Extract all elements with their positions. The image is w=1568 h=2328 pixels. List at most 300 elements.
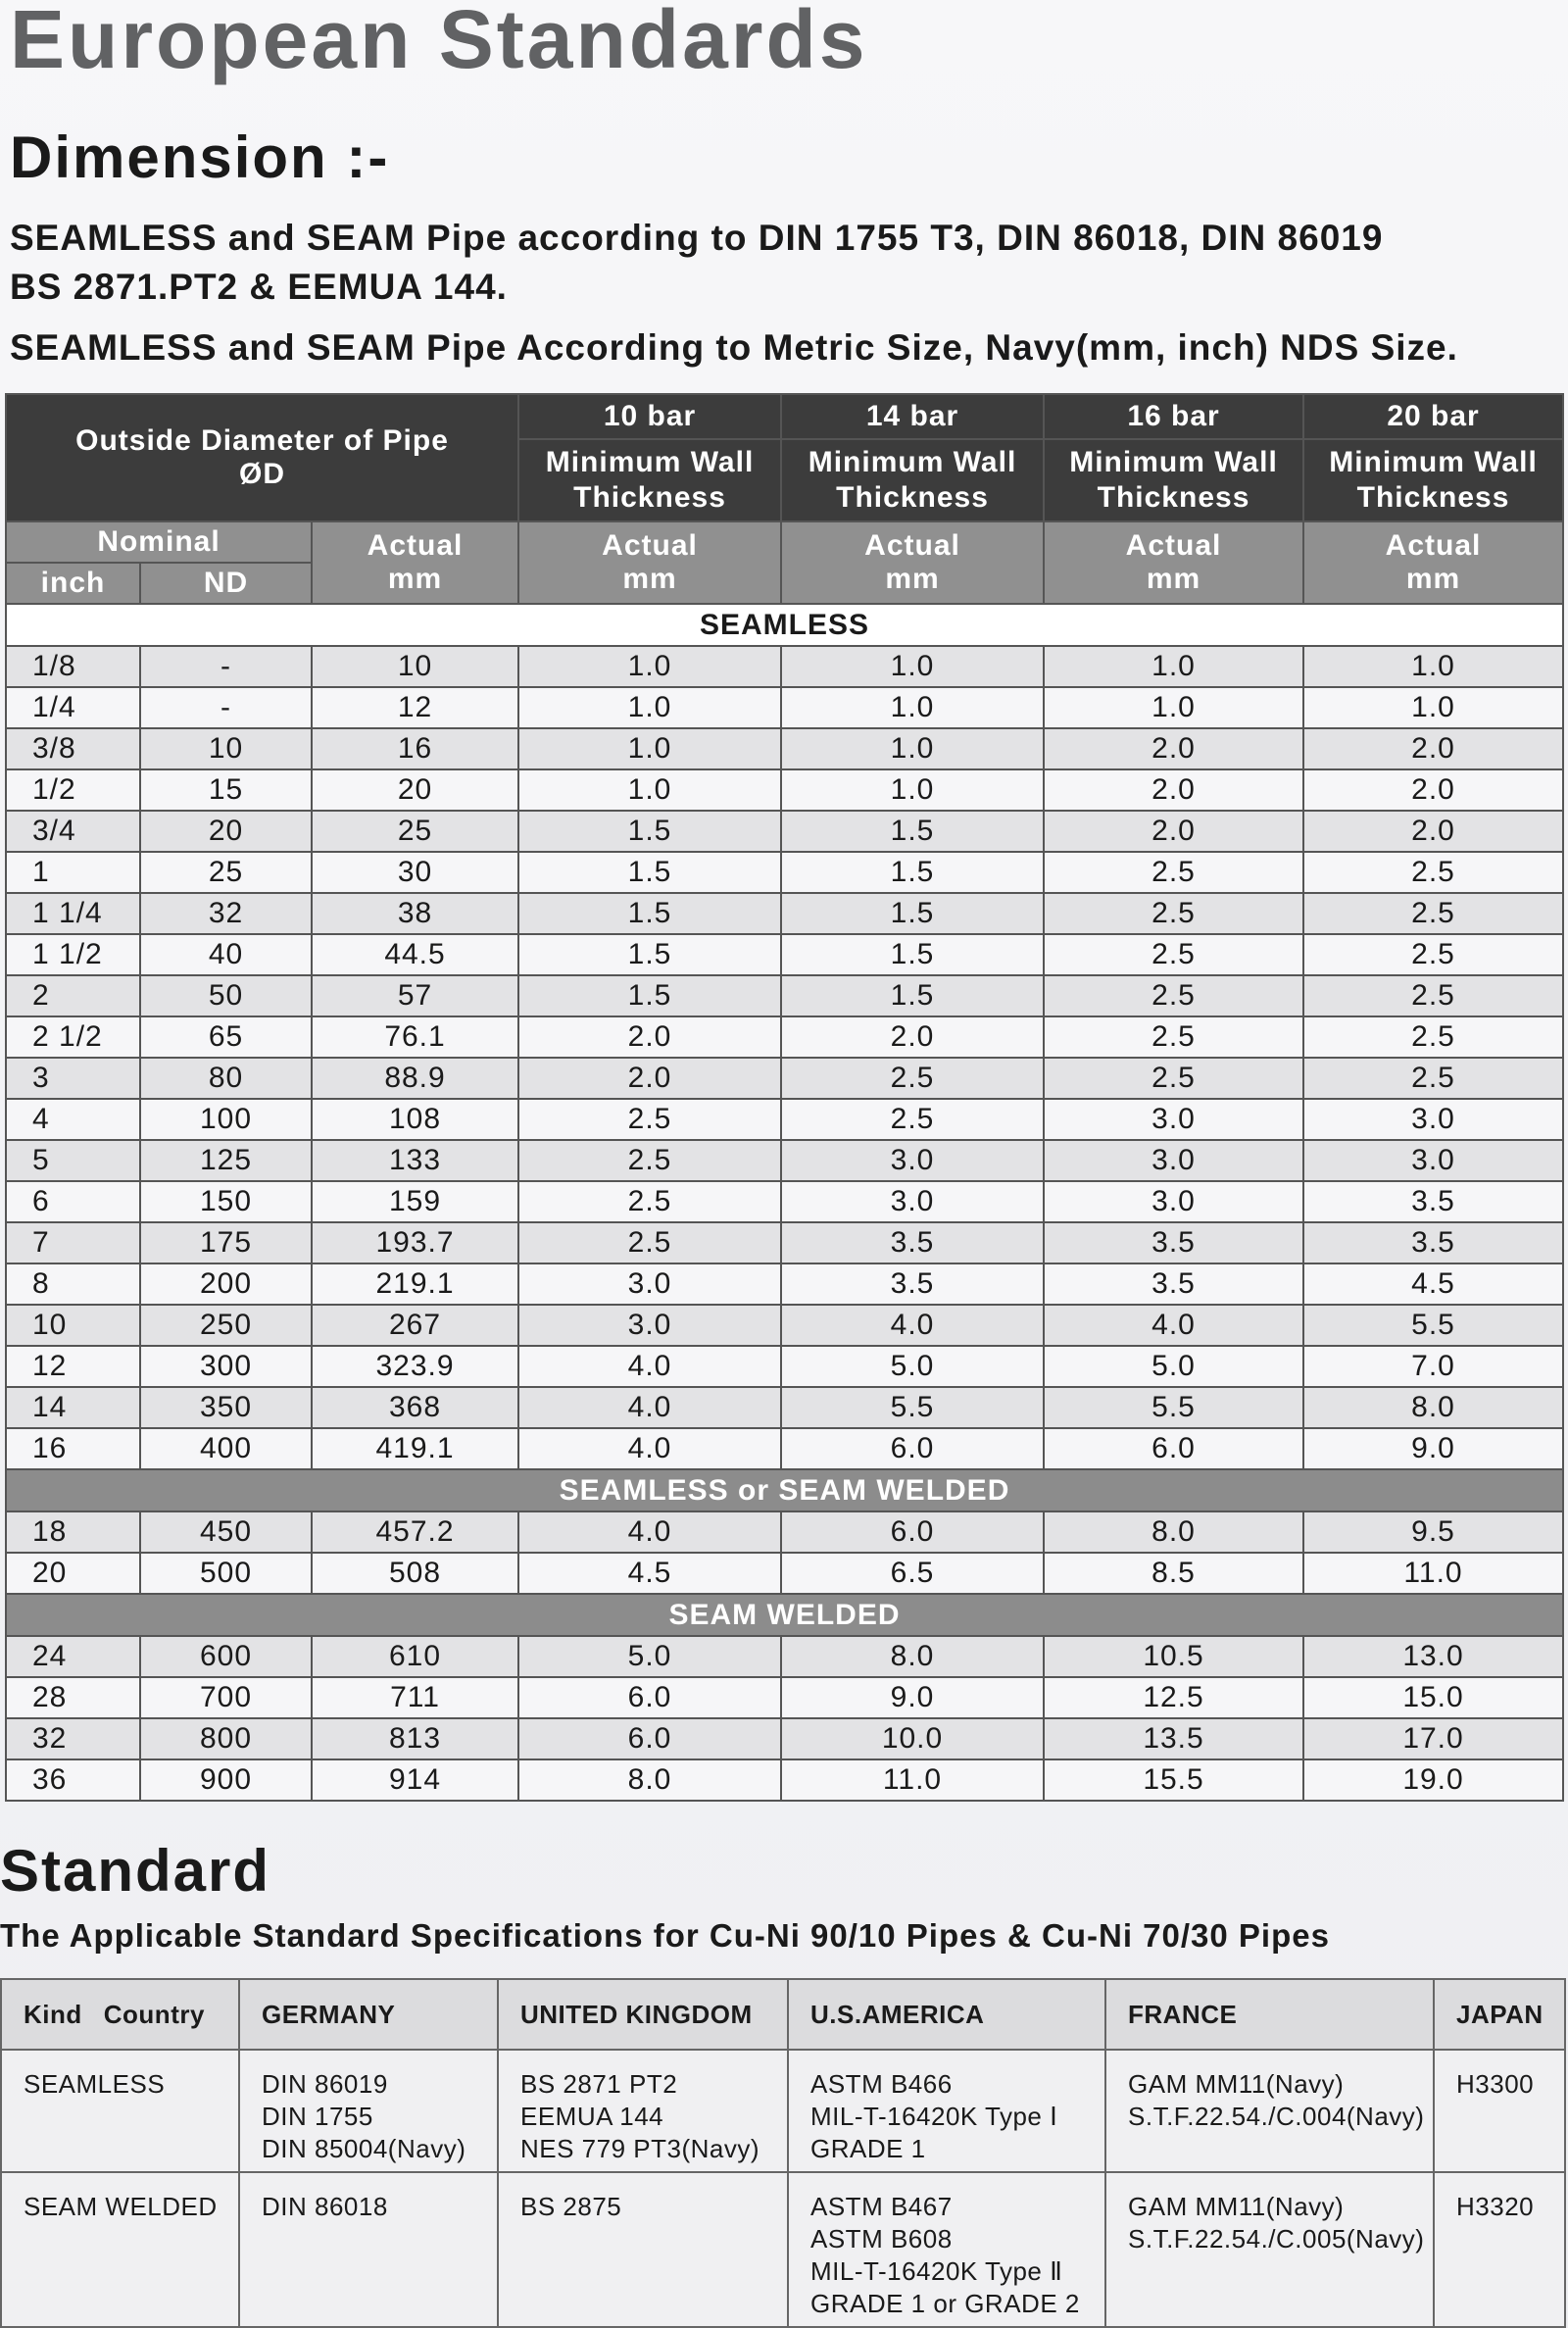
table-cell: 4.5 bbox=[518, 1553, 781, 1594]
table-cell: 15.5 bbox=[1044, 1759, 1303, 1801]
table-cell: 3.5 bbox=[1044, 1222, 1303, 1263]
table-cell: 8.0 bbox=[781, 1636, 1044, 1677]
kind-label: Kind bbox=[24, 1999, 82, 2029]
standard-cell bbox=[1434, 2172, 1565, 2327]
table-cell: 1.0 bbox=[1044, 687, 1303, 728]
standard-spec: GAM MM11(Navy) bbox=[1128, 2069, 1345, 2099]
table-cell: 5.0 bbox=[781, 1346, 1044, 1387]
table-cell: 3.5 bbox=[1303, 1222, 1563, 1263]
pressure-header-10bar: 10 bar bbox=[518, 394, 781, 439]
table-cell: - bbox=[140, 646, 312, 687]
table-cell: 2 bbox=[6, 975, 140, 1016]
table-cell: 7.0 bbox=[1303, 1346, 1563, 1387]
table-cell: 40 bbox=[140, 934, 312, 975]
table-row bbox=[6, 1140, 1563, 1181]
table-cell: 2.0 bbox=[1044, 728, 1303, 769]
country-header: GERMANY bbox=[239, 1979, 498, 2050]
table-cell: 30 bbox=[312, 852, 518, 893]
table-cell: 2.0 bbox=[1044, 811, 1303, 852]
table-row bbox=[6, 852, 1563, 893]
table-cell: 1.5 bbox=[781, 975, 1044, 1016]
table-cell: 2.5 bbox=[1044, 1058, 1303, 1099]
dimension-table bbox=[5, 393, 1564, 1802]
standard-spec: GRADE 1 or GRADE 2 bbox=[810, 2289, 1080, 2318]
section-header-row bbox=[6, 1594, 1563, 1636]
table-cell: 20 bbox=[6, 1553, 140, 1594]
table-row bbox=[6, 1511, 1563, 1553]
standard-heading: Standard bbox=[0, 1838, 271, 1904]
table-cell: 8.5 bbox=[1044, 1553, 1303, 1594]
standard-table bbox=[0, 1978, 1566, 2328]
table-cell: 1.5 bbox=[518, 893, 781, 934]
table-cell: 419.1 bbox=[312, 1428, 518, 1469]
table-cell: 13.5 bbox=[1044, 1718, 1303, 1759]
table-cell: 50 bbox=[140, 975, 312, 1016]
standard-spec: DIN 1755 bbox=[262, 2102, 373, 2131]
description-standards bbox=[10, 214, 1383, 312]
table-row bbox=[6, 1387, 1563, 1428]
table-cell: 175 bbox=[140, 1222, 312, 1263]
nominal-header: Nominal bbox=[6, 521, 312, 563]
table-cell: 133 bbox=[312, 1140, 518, 1181]
table-cell: 80 bbox=[140, 1058, 312, 1099]
standard-cell bbox=[239, 2172, 498, 2327]
table-cell: 1.5 bbox=[781, 811, 1044, 852]
pressure-header-20bar: 20 bar bbox=[1303, 394, 1563, 439]
table-cell: 100 bbox=[140, 1099, 312, 1140]
table-cell: 57 bbox=[312, 975, 518, 1016]
table-row bbox=[6, 1759, 1563, 1801]
table-cell: 914 bbox=[312, 1759, 518, 1801]
table-cell: 24 bbox=[6, 1636, 140, 1677]
actual-label: Actual bbox=[1385, 529, 1482, 562]
description-line-2: BS 2871.PT2 & EEMUA 144. bbox=[10, 267, 508, 307]
table-cell: 2.5 bbox=[1044, 1016, 1303, 1058]
table-cell: 1/2 bbox=[6, 769, 140, 811]
table-cell: 600 bbox=[140, 1636, 312, 1677]
table-cell: 2.5 bbox=[1303, 934, 1563, 975]
kind-cell: SEAM WELDED bbox=[1, 2172, 239, 2327]
wall-line1: Minimum Wall bbox=[1069, 446, 1278, 478]
description-line-1: SEAMLESS and SEAM Pipe according to DIN 1755 T3, DIN 86018, DIN 86019 bbox=[10, 218, 1384, 258]
table-cell: 1.0 bbox=[518, 687, 781, 728]
table-cell: 36 bbox=[6, 1759, 140, 1801]
standard-spec: BS 2875 bbox=[520, 2192, 622, 2221]
actual-mm-header bbox=[781, 521, 1044, 604]
table-cell: 88.9 bbox=[312, 1058, 518, 1099]
table-cell: 11.0 bbox=[1303, 1553, 1563, 1594]
table-cell: 10.0 bbox=[781, 1718, 1044, 1759]
table-cell: 44.5 bbox=[312, 934, 518, 975]
table-cell: 13.0 bbox=[1303, 1636, 1563, 1677]
table-cell: 500 bbox=[140, 1553, 312, 1594]
table-cell: 28 bbox=[6, 1677, 140, 1718]
table-cell: 2.0 bbox=[1303, 769, 1563, 811]
table-cell: 450 bbox=[140, 1511, 312, 1553]
table-cell: 1/4 bbox=[6, 687, 140, 728]
table-cell: 1.5 bbox=[781, 893, 1044, 934]
table-cell: 400 bbox=[140, 1428, 312, 1469]
od-header-line1: Outside Diameter of Pipe bbox=[75, 424, 449, 457]
kind-country-header bbox=[1, 1979, 239, 2050]
table-row bbox=[6, 1553, 1563, 1594]
standard-spec: DIN 85004(Navy) bbox=[262, 2134, 466, 2163]
wall-thickness-header bbox=[1044, 439, 1303, 521]
table-cell: 4.0 bbox=[518, 1428, 781, 1469]
table-cell: 900 bbox=[140, 1759, 312, 1801]
table-cell: 3.5 bbox=[781, 1263, 1044, 1305]
table-cell: 2.5 bbox=[781, 1058, 1044, 1099]
table-cell: 10 bbox=[140, 728, 312, 769]
standard-cell bbox=[1105, 2050, 1434, 2172]
standard-spec: DIN 86018 bbox=[262, 2192, 388, 2221]
table-cell: 20 bbox=[140, 811, 312, 852]
table-cell: 25 bbox=[140, 852, 312, 893]
table-cell: 2.0 bbox=[1303, 728, 1563, 769]
standard-spec: MIL-T-16420K Type Ⅰ bbox=[810, 2102, 1058, 2131]
table-cell: 3.0 bbox=[1303, 1099, 1563, 1140]
standard-spec: MIL-T-16420K Type Ⅱ bbox=[810, 2256, 1063, 2286]
table-cell: 2.5 bbox=[1303, 1058, 1563, 1099]
table-row bbox=[6, 769, 1563, 811]
table-cell: 38 bbox=[312, 893, 518, 934]
table-cell: 3.0 bbox=[518, 1305, 781, 1346]
standard-spec: EEMUA 144 bbox=[520, 2102, 664, 2131]
wall-thickness-header bbox=[1303, 439, 1563, 521]
table-cell: 9.5 bbox=[1303, 1511, 1563, 1553]
actual-mm-header bbox=[518, 521, 781, 604]
inch-header: inch bbox=[6, 563, 140, 604]
table-cell: 323.9 bbox=[312, 1346, 518, 1387]
table-cell: 1.0 bbox=[518, 646, 781, 687]
wall-line2: Thickness bbox=[573, 481, 726, 514]
table-cell: 1.0 bbox=[781, 769, 1044, 811]
country-label: Country bbox=[103, 1999, 205, 2029]
table-cell: 700 bbox=[140, 1677, 312, 1718]
section-label: SEAM WELDED bbox=[6, 1594, 1563, 1636]
table-cell: 1 bbox=[6, 852, 140, 893]
table-cell: 457.2 bbox=[312, 1511, 518, 1553]
standard-cell bbox=[239, 2050, 498, 2172]
table-cell: 159 bbox=[312, 1181, 518, 1222]
table-cell: 3/4 bbox=[6, 811, 140, 852]
standard-spec: ASTM B466 bbox=[810, 2069, 953, 2099]
section-header-row bbox=[6, 1469, 1563, 1511]
table-row bbox=[6, 1718, 1563, 1759]
standard-spec: ASTM B608 bbox=[810, 2224, 953, 2254]
page-title: European Standards bbox=[10, 0, 868, 85]
table-cell: 6.0 bbox=[1044, 1428, 1303, 1469]
country-header: U.S.AMERICA bbox=[788, 1979, 1105, 2050]
table-cell: 3.5 bbox=[1044, 1263, 1303, 1305]
actual-label: Actual bbox=[1125, 529, 1222, 562]
standard-spec: DIN 86019 bbox=[262, 2069, 388, 2099]
standard-table-body bbox=[1, 2050, 1565, 2327]
table-cell: 8 bbox=[6, 1263, 140, 1305]
actual-mm-header bbox=[1044, 521, 1303, 604]
table-cell: 2.5 bbox=[1044, 934, 1303, 975]
table-cell: 6.0 bbox=[518, 1718, 781, 1759]
standard-spec: H3300 bbox=[1456, 2069, 1535, 2099]
table-cell: 711 bbox=[312, 1677, 518, 1718]
table-cell: 1.0 bbox=[1044, 646, 1303, 687]
standard-cell bbox=[1105, 2172, 1434, 2327]
table-row bbox=[6, 1677, 1563, 1718]
standard-spec: ASTM B467 bbox=[810, 2192, 953, 2221]
table-cell: 2 1/2 bbox=[6, 1016, 140, 1058]
table-cell: 6.0 bbox=[781, 1511, 1044, 1553]
table-cell: 508 bbox=[312, 1553, 518, 1594]
table-cell: 4.0 bbox=[518, 1511, 781, 1553]
table-cell: 4.0 bbox=[781, 1305, 1044, 1346]
table-cell: 1 1/2 bbox=[6, 934, 140, 975]
table-cell: 3.0 bbox=[1303, 1140, 1563, 1181]
table-cell: 14 bbox=[6, 1387, 140, 1428]
table-cell: 1.0 bbox=[1303, 687, 1563, 728]
table-cell: 20 bbox=[312, 769, 518, 811]
table-cell: 2.0 bbox=[1303, 811, 1563, 852]
table-cell: 10.5 bbox=[1044, 1636, 1303, 1677]
table-cell: 2.5 bbox=[1044, 975, 1303, 1016]
table-cell: 1.0 bbox=[781, 646, 1044, 687]
actual-label: Actual bbox=[864, 529, 960, 562]
table-cell: 1.0 bbox=[781, 687, 1044, 728]
table-row bbox=[6, 893, 1563, 934]
table-row bbox=[6, 1222, 1563, 1263]
table-cell: 2.0 bbox=[518, 1016, 781, 1058]
table-cell: 1.5 bbox=[781, 852, 1044, 893]
table-cell: 10 bbox=[6, 1305, 140, 1346]
standard-spec: NES 779 PT3(Navy) bbox=[520, 2134, 760, 2163]
mm-label: mm bbox=[1146, 563, 1201, 595]
table-cell: 1.5 bbox=[518, 975, 781, 1016]
standard-subheading: The Applicable Standard Specifications for Cu-Ni 90/10 Pipes & Cu-Ni 70/30 Pipes bbox=[0, 1917, 1330, 1954]
standard-cell bbox=[1434, 2050, 1565, 2172]
table-cell: 800 bbox=[140, 1718, 312, 1759]
outside-diameter-header bbox=[6, 394, 518, 521]
table-cell: 1.5 bbox=[781, 934, 1044, 975]
standard-spec: S.T.F.22.54./C.004(Navy) bbox=[1128, 2102, 1425, 2131]
table-cell: 108 bbox=[312, 1099, 518, 1140]
table-cell: 11.0 bbox=[781, 1759, 1044, 1801]
table-cell: 4.5 bbox=[1303, 1263, 1563, 1305]
table-row bbox=[6, 646, 1563, 687]
standard-cell bbox=[788, 2050, 1105, 2172]
table-cell: 5.0 bbox=[1044, 1346, 1303, 1387]
pressure-header-16bar: 16 bar bbox=[1044, 394, 1303, 439]
table-cell: 4.0 bbox=[518, 1346, 781, 1387]
table-cell: 1.5 bbox=[518, 934, 781, 975]
wall-thickness-header bbox=[781, 439, 1044, 521]
table-cell: 350 bbox=[140, 1387, 312, 1428]
table-cell: 18 bbox=[6, 1511, 140, 1553]
table-cell: 200 bbox=[140, 1263, 312, 1305]
table-row bbox=[6, 975, 1563, 1016]
table-cell: 4.0 bbox=[518, 1387, 781, 1428]
table-cell: 267 bbox=[312, 1305, 518, 1346]
wall-line2: Thickness bbox=[1097, 481, 1250, 514]
table-cell: 10 bbox=[312, 646, 518, 687]
standard-cell bbox=[498, 2050, 788, 2172]
table-row bbox=[6, 1428, 1563, 1469]
table-cell: 300 bbox=[140, 1346, 312, 1387]
actual-mm-header bbox=[1303, 521, 1563, 604]
country-header: UNITED KINGDOM bbox=[498, 1979, 788, 2050]
mm-label: mm bbox=[622, 563, 677, 595]
table-cell: 25 bbox=[312, 811, 518, 852]
table-cell: 15.0 bbox=[1303, 1677, 1563, 1718]
standard-cell bbox=[498, 2172, 788, 2327]
table-row bbox=[6, 1636, 1563, 1677]
table-cell: 6.0 bbox=[518, 1677, 781, 1718]
table-row bbox=[6, 687, 1563, 728]
kind-cell: SEAMLESS bbox=[1, 2050, 239, 2172]
description-metric: SEAMLESS and SEAM Pipe According to Metric Size, Navy(mm, inch) NDS Size. bbox=[10, 327, 1458, 368]
standard-spec: GAM MM11(Navy) bbox=[1128, 2192, 1345, 2221]
table-row bbox=[6, 1346, 1563, 1387]
table-cell: 813 bbox=[312, 1718, 518, 1759]
table-cell: 5.5 bbox=[1044, 1387, 1303, 1428]
table-cell: 3.0 bbox=[781, 1140, 1044, 1181]
standard-spec: BS 2871 PT2 bbox=[520, 2069, 678, 2099]
mm-label: mm bbox=[387, 563, 443, 595]
wall-thickness-header bbox=[518, 439, 781, 521]
table-row bbox=[6, 1305, 1563, 1346]
table-row bbox=[6, 1058, 1563, 1099]
table-row bbox=[6, 1099, 1563, 1140]
table-cell: 2.5 bbox=[1044, 852, 1303, 893]
table-cell: 6.0 bbox=[781, 1428, 1044, 1469]
table-cell: - bbox=[140, 687, 312, 728]
actual-mm-header bbox=[312, 521, 518, 604]
actual-label: Actual bbox=[602, 529, 698, 562]
table-cell: 2.5 bbox=[518, 1222, 781, 1263]
table-cell: 2.0 bbox=[781, 1016, 1044, 1058]
table-cell: 2.0 bbox=[518, 1058, 781, 1099]
table-cell: 4.0 bbox=[1044, 1305, 1303, 1346]
table-cell: 193.7 bbox=[312, 1222, 518, 1263]
wall-line2: Thickness bbox=[836, 481, 989, 514]
table-cell: 3 bbox=[6, 1058, 140, 1099]
table-cell: 16 bbox=[312, 728, 518, 769]
table-cell: 368 bbox=[312, 1387, 518, 1428]
standard-spec: H3320 bbox=[1456, 2192, 1535, 2221]
table-cell: 5 bbox=[6, 1140, 140, 1181]
table-cell: 2.0 bbox=[1044, 769, 1303, 811]
table-cell: 1.5 bbox=[518, 852, 781, 893]
table-cell: 8.0 bbox=[518, 1759, 781, 1801]
table-cell: 5.5 bbox=[1303, 1305, 1563, 1346]
table-cell: 1.0 bbox=[781, 728, 1044, 769]
table-cell: 250 bbox=[140, 1305, 312, 1346]
table-cell: 2.5 bbox=[1303, 852, 1563, 893]
table-cell: 8.0 bbox=[1303, 1387, 1563, 1428]
wall-line1: Minimum Wall bbox=[1329, 446, 1538, 478]
table-cell: 3.0 bbox=[1044, 1181, 1303, 1222]
mm-label: mm bbox=[1405, 563, 1461, 595]
table-cell: 17.0 bbox=[1303, 1718, 1563, 1759]
section-label: SEAMLESS or SEAM WELDED bbox=[6, 1469, 1563, 1511]
standard-spec: GRADE 1 bbox=[810, 2134, 926, 2163]
table-cell: 1.0 bbox=[518, 728, 781, 769]
table-cell: 32 bbox=[6, 1718, 140, 1759]
table-row bbox=[6, 1263, 1563, 1305]
standard-row bbox=[1, 2172, 1565, 2327]
table-cell: 2.5 bbox=[1303, 1016, 1563, 1058]
table-cell: 2.5 bbox=[1303, 975, 1563, 1016]
table-row bbox=[6, 811, 1563, 852]
section-header-row bbox=[6, 604, 1563, 646]
table-cell: 3.5 bbox=[781, 1222, 1044, 1263]
standard-spec: S.T.F.22.54./C.005(Navy) bbox=[1128, 2224, 1425, 2254]
dimension-table-body bbox=[6, 604, 1563, 1801]
table-cell: 125 bbox=[140, 1140, 312, 1181]
nd-header: ND bbox=[140, 563, 312, 604]
table-cell: 7 bbox=[6, 1222, 140, 1263]
od-header-line2: ØD bbox=[239, 458, 285, 490]
actual-label: Actual bbox=[367, 529, 464, 562]
table-cell: 2.5 bbox=[1044, 893, 1303, 934]
table-cell: 6 bbox=[6, 1181, 140, 1222]
country-header: JAPAN bbox=[1434, 1979, 1565, 2050]
table-cell: 76.1 bbox=[312, 1016, 518, 1058]
table-cell: 3.0 bbox=[1044, 1140, 1303, 1181]
table-cell: 1.0 bbox=[518, 769, 781, 811]
table-cell: 2.5 bbox=[518, 1181, 781, 1222]
table-cell: 219.1 bbox=[312, 1263, 518, 1305]
table-row bbox=[6, 1181, 1563, 1222]
table-cell: 5.0 bbox=[518, 1636, 781, 1677]
table-row bbox=[6, 1016, 1563, 1058]
table-cell: 8.0 bbox=[1044, 1511, 1303, 1553]
table-cell: 2.5 bbox=[1303, 893, 1563, 934]
section-label: SEAMLESS bbox=[6, 604, 1563, 646]
table-cell: 3.0 bbox=[781, 1181, 1044, 1222]
table-cell: 5.5 bbox=[781, 1387, 1044, 1428]
table-cell: 3/8 bbox=[6, 728, 140, 769]
table-cell: 15 bbox=[140, 769, 312, 811]
table-cell: 610 bbox=[312, 1636, 518, 1677]
table-cell: 9.0 bbox=[1303, 1428, 1563, 1469]
table-row bbox=[6, 728, 1563, 769]
table-cell: 2.5 bbox=[518, 1140, 781, 1181]
table-cell: 19.0 bbox=[1303, 1759, 1563, 1801]
wall-line2: Thickness bbox=[1356, 481, 1510, 514]
table-cell: 3.0 bbox=[1044, 1099, 1303, 1140]
table-cell: 9.0 bbox=[781, 1677, 1044, 1718]
table-cell: 1.5 bbox=[518, 811, 781, 852]
table-cell: 1 1/4 bbox=[6, 893, 140, 934]
table-cell: 1.0 bbox=[1303, 646, 1563, 687]
pressure-header-14bar: 14 bar bbox=[781, 394, 1044, 439]
table-cell: 12 bbox=[312, 687, 518, 728]
table-cell: 65 bbox=[140, 1016, 312, 1058]
table-cell: 2.5 bbox=[781, 1099, 1044, 1140]
table-cell: 150 bbox=[140, 1181, 312, 1222]
table-cell: 3.5 bbox=[1303, 1181, 1563, 1222]
standard-cell bbox=[788, 2172, 1105, 2327]
table-cell: 2.5 bbox=[518, 1099, 781, 1140]
wall-line1: Minimum Wall bbox=[808, 446, 1017, 478]
table-cell: 32 bbox=[140, 893, 312, 934]
table-cell: 12 bbox=[6, 1346, 140, 1387]
table-cell: 4 bbox=[6, 1099, 140, 1140]
table-cell: 16 bbox=[6, 1428, 140, 1469]
wall-line1: Minimum Wall bbox=[545, 446, 755, 478]
country-header: FRANCE bbox=[1105, 1979, 1434, 2050]
table-cell: 6.5 bbox=[781, 1553, 1044, 1594]
table-row bbox=[6, 934, 1563, 975]
